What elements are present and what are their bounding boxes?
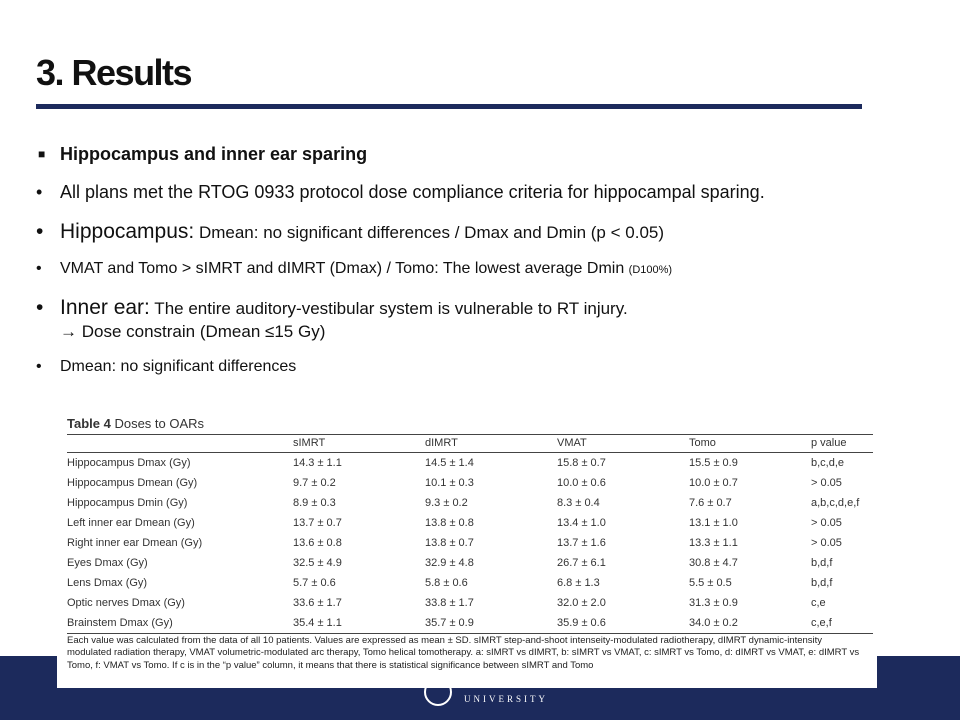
table-cell: a,b,c,d,e,f bbox=[811, 497, 860, 509]
table-cell: 13.7 ± 1.6 bbox=[557, 537, 606, 549]
row-label: Left inner ear Dmean (Gy) bbox=[67, 517, 195, 529]
table-cell: 10.0 ± 0.6 bbox=[557, 477, 606, 489]
table-cell: 13.8 ± 0.8 bbox=[425, 517, 474, 529]
table-cell: b,d,f bbox=[811, 557, 833, 569]
table-cell: 5.5 ± 0.5 bbox=[689, 577, 732, 589]
oar-dose-table bbox=[57, 404, 877, 688]
row-label: Right inner ear Dmean (Gy) bbox=[67, 537, 203, 549]
bullet-lead: Hippocampus: bbox=[60, 220, 195, 243]
table-cell: 5.7 ± 0.6 bbox=[293, 577, 336, 589]
table-row bbox=[67, 613, 873, 633]
table-cell: 13.6 ± 0.8 bbox=[293, 537, 342, 549]
bullet-lead: Inner ear: bbox=[60, 296, 150, 319]
table-cell: 35.4 ± 1.1 bbox=[293, 617, 342, 629]
table-cell: 13.7 ± 0.7 bbox=[293, 517, 342, 529]
table-cell: 30.8 ± 4.7 bbox=[689, 557, 738, 569]
table-cell: 26.7 ± 6.1 bbox=[557, 557, 606, 569]
table-cell: b,c,d,e bbox=[811, 457, 845, 469]
table-cell: > 0.05 bbox=[811, 517, 842, 529]
table-cell: 13.3 ± 1.1 bbox=[689, 537, 738, 549]
dot-bullet-icon: • bbox=[36, 220, 44, 243]
table-row bbox=[67, 453, 873, 473]
table-cell: 32.9 ± 4.8 bbox=[425, 557, 474, 569]
table-header-row bbox=[67, 433, 873, 453]
bullet-text: VMAT and Tomo > sIMRT and dIMRT (Dmax) / Tomo: The lowest average Dmin bbox=[60, 260, 629, 277]
row-label: Hippocampus Dmax (Gy) bbox=[67, 457, 191, 469]
table-cell: 10.0 ± 0.7 bbox=[689, 477, 738, 489]
logo-subtitle: UNIVERSITY bbox=[464, 694, 548, 704]
table-cell: 13.1 ± 1.0 bbox=[689, 517, 738, 529]
table-cell: 13.4 ± 1.0 bbox=[557, 517, 606, 529]
table-cell: 9.7 ± 0.2 bbox=[293, 477, 336, 489]
table-cell: 10.1 ± 0.3 bbox=[425, 477, 474, 489]
table-row bbox=[67, 493, 873, 513]
table-cell: 6.8 ± 1.3 bbox=[557, 577, 600, 589]
row-label: Optic nerves Dmax (Gy) bbox=[67, 597, 185, 609]
bullet-text: Dmean: no significant differences bbox=[60, 358, 297, 375]
row-label: Hippocampus Dmean (Gy) bbox=[67, 477, 198, 489]
dot-bullet-icon: • bbox=[36, 260, 42, 277]
title-underline bbox=[36, 104, 862, 109]
table-cell: c,e bbox=[811, 597, 826, 609]
table-row bbox=[67, 593, 873, 613]
bullet-text: All plans met the RTOG 0933 protocol dose compliance criteria for hippocampal sparing. bbox=[60, 182, 765, 202]
square-bullet-icon: ■ bbox=[38, 147, 46, 161]
row-label: Brainstem Dmax (Gy) bbox=[67, 617, 173, 629]
row-label: Hippocampus Dmin (Gy) bbox=[67, 497, 188, 509]
table-row bbox=[67, 553, 873, 573]
table-cell: 8.9 ± 0.3 bbox=[293, 497, 336, 509]
table-cell: 35.7 ± 0.9 bbox=[425, 617, 474, 629]
table-cell: > 0.05 bbox=[811, 537, 842, 549]
table-cell: 13.8 ± 0.7 bbox=[425, 537, 474, 549]
table-bottom-rule bbox=[67, 633, 873, 634]
table-title: Doses to OARs bbox=[110, 416, 205, 431]
table-row bbox=[67, 513, 873, 533]
dot-bullet-icon: • bbox=[36, 296, 44, 319]
bullet-note: (D100%) bbox=[628, 264, 673, 276]
table-number: Table 4 bbox=[67, 416, 111, 431]
table-cell: c,e,f bbox=[811, 617, 832, 629]
bullet-subline: → Dose constrain (Dmean ≤15 Gy) bbox=[60, 322, 326, 341]
table-cell: 35.9 ± 0.6 bbox=[557, 617, 606, 629]
header-cell: Tomo bbox=[689, 437, 716, 449]
row-label: Eyes Dmax (Gy) bbox=[67, 557, 148, 569]
bullet-text: Hippocampus and inner ear sparing bbox=[60, 144, 368, 164]
table-cell: 15.5 ± 0.9 bbox=[689, 457, 738, 469]
header-cell: p value bbox=[811, 437, 847, 449]
table-cell: > 0.05 bbox=[811, 477, 842, 489]
table-cell: b,d,f bbox=[811, 577, 833, 589]
table-row bbox=[67, 573, 873, 593]
header-cell: VMAT bbox=[557, 437, 587, 449]
table-cell: 8.3 ± 0.4 bbox=[557, 497, 600, 509]
table-cell: 15.8 ± 0.7 bbox=[557, 457, 606, 469]
dot-bullet-icon: • bbox=[36, 182, 43, 202]
table-cell: 9.3 ± 0.2 bbox=[425, 497, 468, 509]
header-cell: dIMRT bbox=[425, 437, 458, 449]
dot-bullet-icon: • bbox=[36, 358, 42, 375]
table-cell: 33.6 ± 1.7 bbox=[293, 597, 342, 609]
table-cell: 14.5 ± 1.4 bbox=[425, 457, 474, 469]
header-cell: sIMRT bbox=[293, 437, 326, 449]
table-cell: 7.6 ± 0.7 bbox=[689, 497, 732, 509]
bullet-text: The entire auditory-vestibular system is vulnerable to RT injury. bbox=[149, 299, 628, 318]
row-label: Lens Dmax (Gy) bbox=[67, 577, 148, 589]
table-cell: 32.5 ± 4.9 bbox=[293, 557, 342, 569]
table-caption bbox=[67, 416, 204, 431]
slide-title: 3. Results bbox=[36, 52, 192, 93]
table-cell: 5.8 ± 0.6 bbox=[425, 577, 468, 589]
bullet-text: Dmean: no significant differences / Dmax and Dmin (p < 0.05) bbox=[194, 223, 665, 242]
table-row bbox=[67, 473, 873, 493]
table-cell: 33.8 ± 1.7 bbox=[425, 597, 474, 609]
table-row bbox=[67, 533, 873, 553]
table-cell: 14.3 ± 1.1 bbox=[293, 457, 342, 469]
table-cell: 34.0 ± 0.2 bbox=[689, 617, 738, 629]
table-cell: 32.0 ± 2.0 bbox=[557, 597, 606, 609]
table-footnote: Each value was calculated from the data of all 10 patients. Values are expressed as mean ± SD. sIMRT step-and-shoot intenseity-modulated radiotherapy, dIMRT dynamic-intensity modulated radiation therapy, VMAT volumetric-modulated arc therapy, Tomo helical tomotherapy. a: sIMRT vs dIMRT, b: sIMRT vs VMAT, c: sIMRT vs Tomo, d: dIMRT vs VMAT, e: dIMRT vs Tomo, f: VMAT vs Tomo. If c is in the “p value” column, it means that there is statistical significance between sIMRT and Tomo bbox=[67, 635, 860, 671]
table-cell: 31.3 ± 0.9 bbox=[689, 597, 738, 609]
